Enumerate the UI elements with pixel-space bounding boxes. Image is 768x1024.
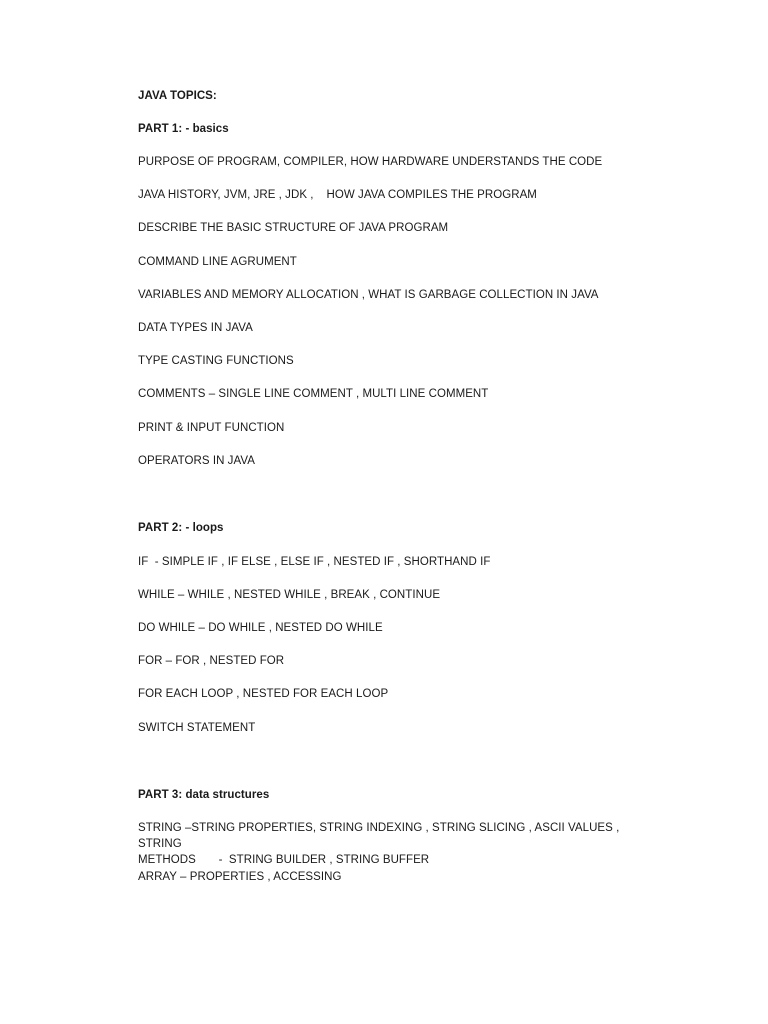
part1-item: DESCRIBE THE BASIC STRUCTURE OF JAVA PROGRAM: [138, 222, 449, 234]
part2-item: SWITCH STATEMENT: [138, 722, 256, 734]
part3-item: STRING –STRING PROPERTIES, STRING INDEXING , STRING SLICING , ASCII VALUES , STRING METHODS - STRING BUILDER , STRING BUFFER: [138, 822, 620, 866]
part1-item: COMMENTS – SINGLE LINE COMMENT , MULTI LINE COMMENT: [138, 388, 489, 400]
part1-item: DATA TYPES IN JAVA: [138, 322, 253, 334]
part2-item: DO WHILE – DO WHILE , NESTED DO WHILE: [138, 622, 383, 634]
part3-heading: PART 3: data structures: [138, 789, 270, 801]
part1-item: OPERATORS IN JAVA: [138, 455, 255, 467]
part2-item: FOR EACH LOOP , NESTED FOR EACH LOOP: [138, 688, 389, 700]
part1-item: JAVA HISTORY, JVM, JRE , JDK , HOW JAVA COMPILES THE PROGRAM: [138, 189, 537, 201]
part2-item: FOR – FOR , NESTED FOR: [138, 655, 285, 667]
part1-item: TYPE CASTING FUNCTIONS: [138, 355, 294, 367]
document-title: JAVA TOPICS:: [138, 90, 217, 102]
part2-item: WHILE – WHILE , NESTED WHILE , BREAK , CONTINUE: [138, 589, 441, 601]
part2-item: IF - SIMPLE IF , IF ELSE , ELSE IF , NESTED IF , SHORTHAND IF: [138, 556, 491, 568]
part1-item: VARIABLES AND MEMORY ALLOCATION , WHAT IS GARBAGE COLLECTION IN JAVA: [138, 289, 599, 301]
part1-item: COMMAND LINE AGRUMENT: [138, 256, 297, 268]
part3-item: ARRAY – PROPERTIES , ACCESSING: [138, 871, 342, 883]
part2-heading: PART 2: - loops: [138, 522, 224, 534]
part1-item: PRINT & INPUT FUNCTION: [138, 422, 285, 434]
part1-item: PURPOSE OF PROGRAM, COMPILER, HOW HARDWARE UNDERSTANDS THE CODE: [138, 156, 603, 168]
part1-heading: PART 1: - basics: [138, 123, 229, 135]
